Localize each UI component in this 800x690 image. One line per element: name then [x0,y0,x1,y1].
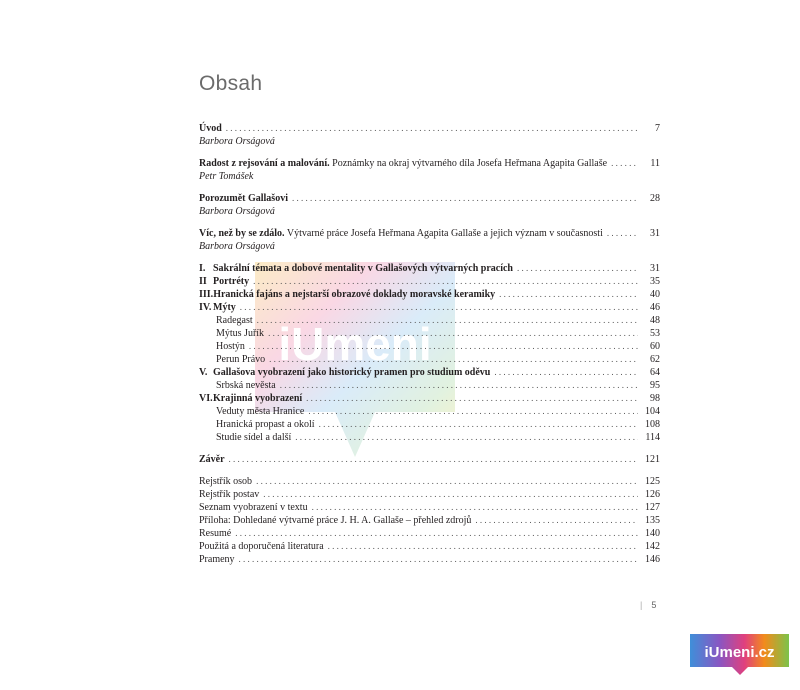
entry-title [199,501,308,514]
entry-title-text: Mýtus Juřík [216,328,265,339]
leader-dots [306,392,638,405]
spacer [199,183,660,192]
chapter-number: I. [199,263,206,274]
entry-title [216,431,291,444]
entry-author: Barbora Orságová [199,206,275,217]
leader-dots [328,540,638,553]
entry-title-bold: Portréty [213,276,250,287]
spacer [199,148,660,157]
leader-dots [253,275,638,288]
entry-title [199,301,236,314]
toc-chapter[interactable] [199,366,660,379]
entry-title [199,392,302,405]
entry-page-number: 7 [655,123,660,134]
folio-divider: | [640,600,643,610]
entry-page-number: 125 [645,476,660,487]
entry-title-bold: Radost z rejsování a malování. [199,158,330,169]
logo-text: iUmeni.cz [704,644,775,661]
toc-subsection[interactable] [199,379,660,392]
entry-title-text: Příloha: Dohledané výtvarné práce J. H. A. Gallaše – přehled zdrojů [199,515,472,526]
entry-page-number: 28 [650,193,660,204]
entry-page-number: 140 [645,528,660,539]
entry-title [199,262,513,275]
toc-appendix-item[interactable] [199,527,660,540]
entry-title-bold: Porozumět Gallašovi [199,193,288,204]
entry-page-number: 31 [650,263,660,274]
folio-number: 5 [651,600,657,610]
entry-page-number: 35 [650,276,660,287]
toc-chapter[interactable] [199,392,660,405]
entry-title [199,453,225,466]
entry-page-number: 53 [650,328,660,339]
entry-title-bold: Mýty [213,302,236,313]
entry-page-number: 11 [650,158,660,169]
toc-subsection[interactable] [199,418,660,431]
leader-dots [280,379,638,392]
entry-title-text: Veduty města Hranice [216,406,305,417]
entry-title-bold: Sakrální témata a dobové mentality v Gallašových výtvarných pracích [213,263,513,274]
entry-title-text: Seznam vyobrazení v textu [199,502,308,513]
entry-title [216,353,265,366]
entry-title [199,475,252,488]
toc-appendix-item[interactable] [199,488,660,501]
entry-author: Barbora Orságová [199,241,275,252]
entry-page-number: 126 [645,489,660,500]
entry-title [199,157,607,170]
leader-dots [475,514,638,527]
entry-title [199,514,471,527]
entry-title [199,192,288,205]
leader-dots [235,527,638,540]
entry-title-text: Perun Právo [216,354,266,365]
entry-page-number: 127 [645,502,660,513]
entry-title-text: Srbská nevěsta [216,380,276,391]
watermark-text: iUmeni [278,318,432,370]
spacer [199,218,660,227]
leader-dots [607,227,638,240]
toc-entry[interactable] [199,227,660,240]
entry-page-number: 31 [650,228,660,239]
entry-author: Barbora Orságová [199,136,275,147]
leader-dots [263,488,638,501]
entry-title-text: Resumé [199,528,232,539]
toc-appendix-item[interactable] [199,501,660,514]
toc-entry[interactable] [199,157,660,170]
leader-dots [249,340,638,353]
entry-page-number: 146 [645,554,660,565]
entry-title-bold: Úvod [199,123,222,134]
toc-appendix-item[interactable] [199,475,660,488]
leader-dots [256,475,638,488]
entry-title [199,366,490,379]
toc-conclusion[interactable] [199,453,660,466]
entry-title [216,340,245,353]
entry-page-number: 60 [650,341,660,352]
entry-title-bold: Krajinná vyobrazení [213,393,303,404]
toc-chapter[interactable] [199,301,660,314]
spacer [199,444,660,453]
chapter-number: V. [199,367,208,378]
entry-title [199,540,324,553]
toc-subsection[interactable] [199,405,660,418]
entry-title [216,379,276,392]
entry-title-text: Rejstřík postav [199,489,260,500]
leader-dots [240,301,638,314]
toc-chapter[interactable] [199,262,660,275]
toc-chapter[interactable] [199,288,660,301]
entry-page-number: 64 [650,367,660,378]
entry-page-number: 121 [645,454,660,465]
leader-dots [517,262,638,275]
spacer [199,466,660,475]
spacer [199,253,660,262]
leader-dots [269,353,638,366]
entry-title-text: Použitá a doporučená literatura [199,541,324,552]
leader-dots [239,553,638,566]
toc-subsection[interactable] [199,314,660,327]
leader-dots [292,192,638,205]
leader-dots [257,314,638,327]
toc-chapter[interactable] [199,275,660,288]
entry-title-bold: Hranická fajáns a nejstarší obrazové doklady moravské keramiky [213,289,496,300]
entry-title-text: Hostýn [216,341,245,352]
entry-title-text: Poznámky na okraj výtvarného díla Josefa Heřmana Agapita Gallaše [329,158,608,169]
toc-entry[interactable] [199,122,660,135]
page-title: Obsah [199,72,263,95]
entry-title-text: Rejstřík osob [199,476,253,487]
entry-page-number: 142 [645,541,660,552]
toc-appendix-item[interactable] [199,514,660,527]
chapter-number: II [199,276,207,287]
entry-page-number: 62 [650,354,660,365]
leader-dots [499,288,638,301]
toc-subsection[interactable] [199,431,660,444]
entry-title [216,314,253,327]
leader-dots [611,157,638,170]
leader-dots [229,453,638,466]
entry-title-bold: Závěr [199,454,225,465]
chapter-number: IV. [199,302,212,313]
entry-title [199,527,231,540]
entry-title [199,122,222,135]
chapter-number: VI. [199,393,213,404]
entry-page-number: 108 [645,419,660,430]
leader-dots [226,122,638,135]
entry-page-number: 135 [645,515,660,526]
entry-title [199,288,495,301]
toc-appendix-item[interactable] [199,540,660,553]
leader-dots [308,405,638,418]
iumeni-logo[interactable] [690,634,789,675]
entry-title [216,405,304,418]
leader-dots [295,431,638,444]
entry-title [216,418,315,431]
entry-page-number: 95 [650,380,660,391]
page-number [640,600,656,610]
toc-entry[interactable] [199,192,660,205]
entry-page-number: 98 [650,393,660,404]
entry-author: Petr Tomášek [199,171,254,182]
entry-page-number: 48 [650,315,660,326]
leader-dots [312,501,638,514]
entry-title-text: Prameny [199,554,235,565]
entry-title [199,553,235,566]
entry-page-number: 40 [650,289,660,300]
toc-appendix-item[interactable] [199,553,660,566]
entry-title-bold: Gallašova vyobrazení jako historický pramen pro studium oděvu [213,367,491,378]
table-of-contents [199,122,660,566]
leader-dots [268,327,638,340]
toc-subsection[interactable] [199,327,660,340]
entry-page-number: 114 [645,432,660,443]
entry-page-number: 46 [650,302,660,313]
entry-title-text: Výtvarné práce Josefa Heřmana Agapita Gallaše a jejich význam v současnosti [284,228,603,239]
chapter-number: III. [199,289,214,300]
toc-subsection[interactable] [199,340,660,353]
entry-title-text: Hranická propast a okolí [216,419,315,430]
leader-dots [319,418,638,431]
toc-subsection[interactable] [199,353,660,366]
entry-page-number: 104 [645,406,660,417]
entry-title-text: Studie sídel a další [216,432,292,443]
entry-title [199,227,603,240]
entry-title-bold: Víc, než by se zdálo. [199,228,285,239]
entry-title [199,488,259,501]
entry-title-text: Radegast [216,315,253,326]
entry-title [216,327,264,340]
leader-dots [494,366,638,379]
entry-title [199,275,249,288]
